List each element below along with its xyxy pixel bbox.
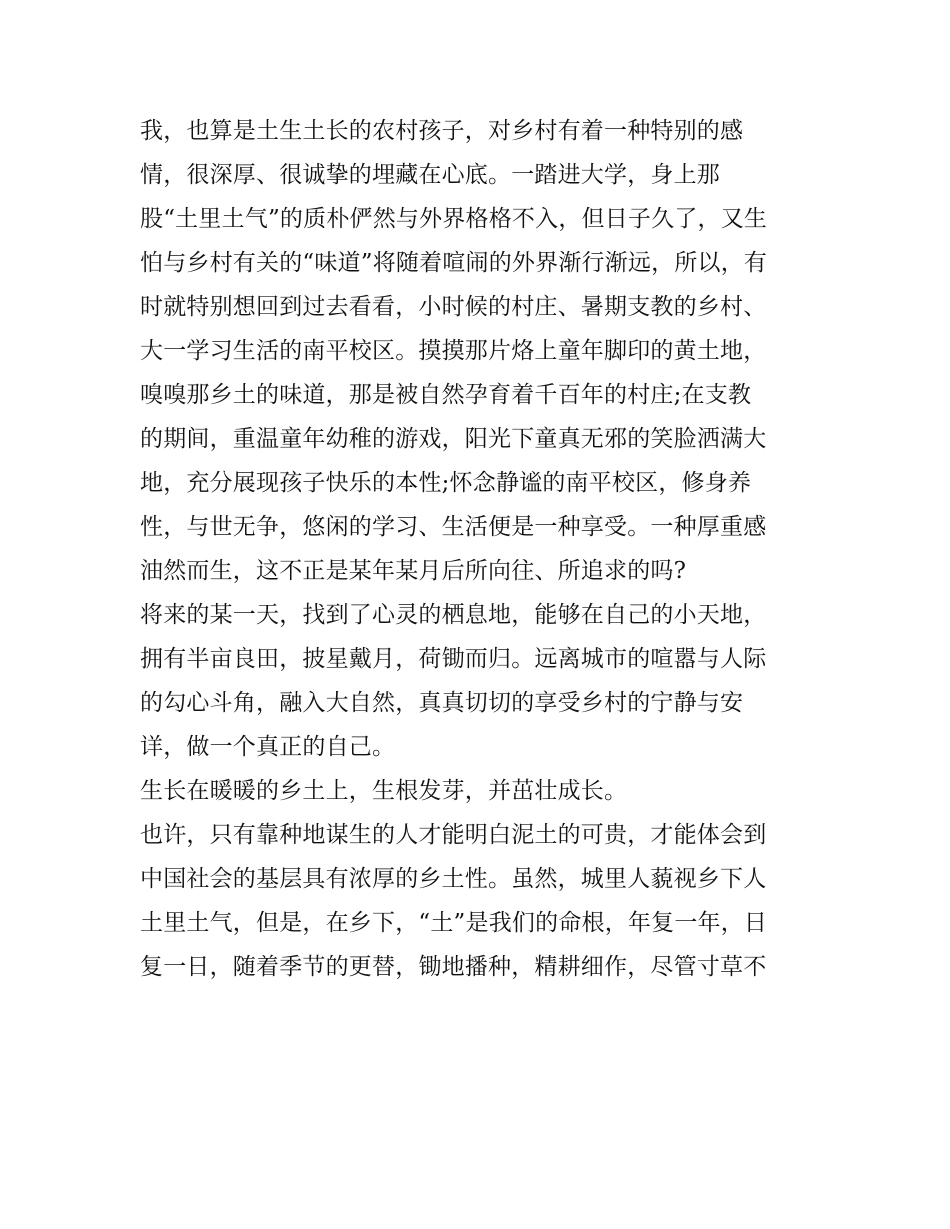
text-line-15: 详，做一个真正的自己。 [140,734,396,760]
text-line-14: 的勾心斗角，融入大自然，真真切切的享受乡村的宁静与安 [140,690,744,716]
text-line-2: 情，很深厚、很诚挚的埋藏在心底。一踏进大学，身上那 [140,162,720,188]
text-line-20: 复一日，随着季节的更替，锄地播种，精耕细作，尽管寸草不 [140,954,767,980]
text-line-16: 生长在暖暖的乡土上，生根发芽，并茁壮成长。 [140,778,628,804]
text-line-4: 怕与乡村有关的“味道”将随着喧闹的外界渐行渐远，所以，有 [140,250,768,276]
text-line-5: 时就特别想回到过去看看，小时候的村庄、暑期支教的乡村、 [140,294,767,320]
text-line-13: 拥有半亩良田，披星戴月，荷锄而归。远离城市的喧嚣与人际 [140,646,767,672]
text-line-10: 性，与世无争，悠闲的学习、生活便是一种享受。一种厚重感 [140,514,767,540]
text-line-6: 大一学习生活的南平校区。摸摸那片烙上童年脚印的黄土地， [140,338,767,364]
text-line-17: 也许，只有靠种地谋生的人才能明白泥土的可贵，才能体会到 [140,822,767,848]
document-body [140,109,840,989]
text-line-8: 的期间，重温童年幼稚的游戏，阳光下童真无邪的笑脸洒满大 [140,426,767,452]
text-line-19: 土里土气，但是，在乡下，“土”是我们的命根，年复一年，日 [140,910,768,936]
text-line-3: 股“土里土气”的质朴俨然与外界格格不入，但日子久了，又生 [140,206,768,232]
text-line-7: 嗅嗅那乡土的味道，那是被自然孕育着千百年的村庄;在支教 [140,382,752,408]
text-line-18: 中国社会的基层具有浓厚的乡土性。虽然，城里人藐视乡下人 [140,866,767,892]
text-line-1: 我，也算是土生土长的农村孩子，对乡村有着一种特别的感 [140,118,744,144]
text-line-9: 地，充分展现孩子快乐的本性;怀念静谧的南平校区，修身养 [140,470,752,496]
text-line-12: 将来的某一天，找到了心灵的栖息地，能够在自己的小天地， [140,602,767,628]
text-line-11: 油然而生，这不正是某年某月后所向往、所追求的吗? [140,558,687,584]
